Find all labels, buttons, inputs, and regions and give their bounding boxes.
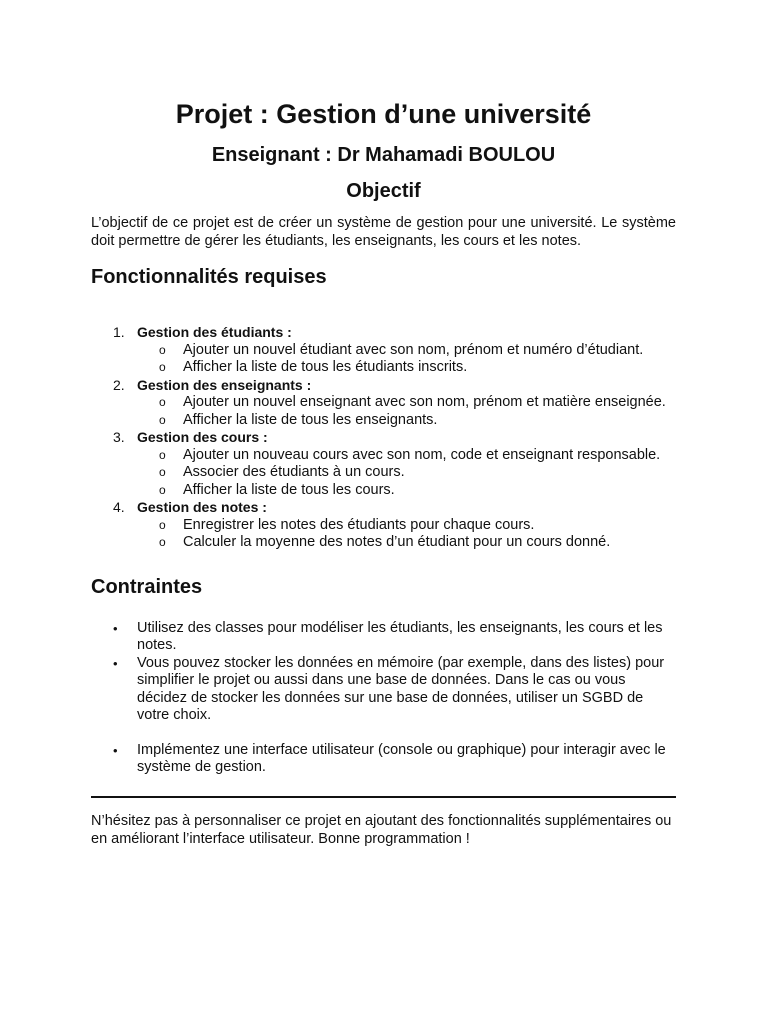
section-etudiants — [91, 324, 676, 377]
section-label: Gestion des cours : — [137, 429, 268, 445]
list-item: o Calculer la moyenne des notes d’un étudiant pour un cours donné. — [159, 534, 611, 550]
section-label: Gestion des notes : — [137, 499, 267, 515]
section-cours — [91, 429, 676, 499]
circle-bullet-icon: o — [159, 447, 166, 462]
section-number: 3. — [113, 429, 125, 445]
bullet-dot-icon: • — [113, 655, 118, 671]
horizontal-divider — [91, 796, 676, 798]
list-item: o Ajouter un nouvel enseignant avec son nom, prénom et matière enseignée. — [159, 394, 666, 410]
list-item: o Afficher la liste de tous les cours. — [159, 481, 395, 498]
section-notes — [91, 499, 676, 552]
section-number: 1. — [113, 324, 125, 340]
document-page — [91, 96, 676, 848]
sublist — [137, 517, 676, 552]
section-number: 2. — [113, 376, 125, 393]
circle-bullet-icon: o — [159, 535, 166, 549]
fonctionnalites-list — [91, 324, 676, 552]
list-item: • Implémentez une interface utilisateur (console ou graphique) pour interagir avec le système de gestion. — [113, 741, 666, 775]
bullet-dot-icon: • — [113, 620, 118, 636]
objectif-paragraph: L’objectif de ce projet est de créer un système de gestion pour une université. Le système doit permettre de gérer les étudiants, les enseignants, les cours et les notes. — [91, 215, 676, 249]
circle-bullet-icon: o — [159, 360, 166, 374]
section-label: Gestion des enseignants : — [137, 376, 312, 393]
teacher-subtitle: Enseignant : Dr Mahamadi BOULOU — [211, 144, 556, 166]
list-item: • Utilisez des classes pour modéliser les étudiants, les enseignants, les cours et les notes. — [113, 619, 663, 653]
sublist — [137, 394, 676, 429]
contraintes-heading: Contraintes — [91, 575, 203, 598]
list-item: o Afficher la liste de tous les étudiants inscrits. — [159, 359, 468, 375]
list-item: o Ajouter un nouveau cours avec son nom, code et enseignant responsable. — [159, 446, 661, 463]
list-item: o Enregistrer les notes des étudiants pour chaque cours. — [159, 516, 535, 533]
list-item: • Vous pouvez stocker les données en mémoire (par exemple, dans des listes) pour simplifier le projet ou aussi dans une base de données. Dans le cas ou vous décidez de stocker les données sur une base de données, utiliser un SGBD de votre choix. — [113, 654, 665, 723]
bullet-dot-icon: • — [113, 742, 118, 758]
section-label: Gestion des étudiants : — [137, 324, 292, 340]
circle-bullet-icon: o — [159, 395, 166, 409]
circle-bullet-icon: o — [159, 412, 166, 427]
contraintes-list — [91, 620, 676, 777]
sublist — [137, 342, 676, 377]
circle-bullet-icon: o — [159, 342, 166, 357]
document-title: Projet : Gestion d’une université — [175, 99, 592, 129]
circle-bullet-icon: o — [159, 465, 166, 479]
circle-bullet-icon: o — [159, 482, 166, 497]
sublist — [137, 447, 676, 500]
fonctionnalites-heading: Fonctionnalités requises — [91, 266, 327, 288]
list-item: o Afficher la liste de tous les enseignants. — [159, 411, 438, 428]
list-item: o Ajouter un nouvel étudiant avec son nom, prénom et numéro d’étudiant. — [159, 341, 644, 358]
section-number: 4. — [113, 499, 125, 515]
list-item: o Associer des étudiants à un cours. — [159, 464, 405, 480]
circle-bullet-icon: o — [159, 517, 166, 532]
section-enseignants — [91, 377, 676, 430]
objectif-heading: Objectif — [346, 180, 421, 202]
footer-paragraph: N’hésitez pas à personnaliser ce projet en ajoutant des fonctionnalités supplémentaires ou en améliorant l’interface utilisateur. Bonne programmation ! — [91, 812, 672, 847]
